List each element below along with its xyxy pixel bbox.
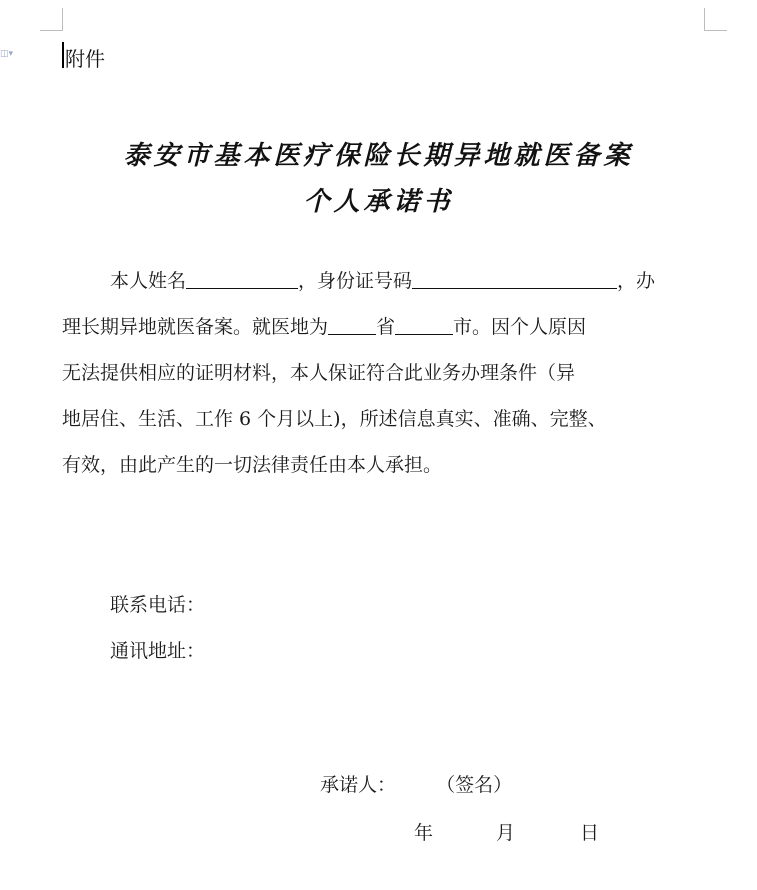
page-corner-mark-top-right xyxy=(704,8,727,31)
date-year: 年 xyxy=(414,822,434,844)
date-month: 月 xyxy=(496,822,516,844)
province-suffix: 省 xyxy=(376,316,396,338)
paragraph-line-3: 无法提供相应的证明材料，本人保证符合此业务办理条件（异 xyxy=(62,362,576,384)
title-line-2[interactable]: 个人承诺书 xyxy=(303,187,454,217)
id-label: ，身份证号码 xyxy=(298,270,413,292)
title-line-1[interactable]: 泰安市基本医疗保险长期异地就医备案 xyxy=(123,141,634,171)
date-day: 日 xyxy=(580,822,600,844)
phone-label[interactable]: 联系电话： xyxy=(110,594,206,616)
page-corner-mark-top-left xyxy=(40,8,63,31)
signature-line[interactable] xyxy=(320,770,512,797)
paragraph-line-5: 有效，由此产生的一切法律责任由本人承担。 xyxy=(62,454,443,476)
attachment-label[interactable]: 附件 xyxy=(65,47,105,71)
id-number-blank-field[interactable] xyxy=(412,268,617,289)
name-blank-field[interactable] xyxy=(186,268,298,289)
paragraph-line-1 xyxy=(110,258,655,304)
paragraph-marker-icon[interactable]: ◫▾ xyxy=(0,49,14,59)
city-blank-field[interactable] xyxy=(395,314,453,335)
address-label[interactable]: 通讯地址： xyxy=(110,640,206,662)
location-label: 理长期异地就医备案。就医地为 xyxy=(62,316,329,338)
paragraph-line-4: 地居住、生活、工作 6 个月以上)，所述信息真实、准确、完整、 xyxy=(62,408,607,430)
city-suffix: 市。因个人原因 xyxy=(453,316,587,338)
line-1-tail: ，办 xyxy=(617,270,656,292)
sign-hint: （签名） xyxy=(436,774,513,796)
paragraph-line-2 xyxy=(62,304,586,350)
signer-label: 承诺人： xyxy=(320,774,397,796)
name-label: 本人姓名 xyxy=(110,270,187,292)
province-blank-field[interactable] xyxy=(328,314,376,335)
text-cursor xyxy=(62,42,64,68)
